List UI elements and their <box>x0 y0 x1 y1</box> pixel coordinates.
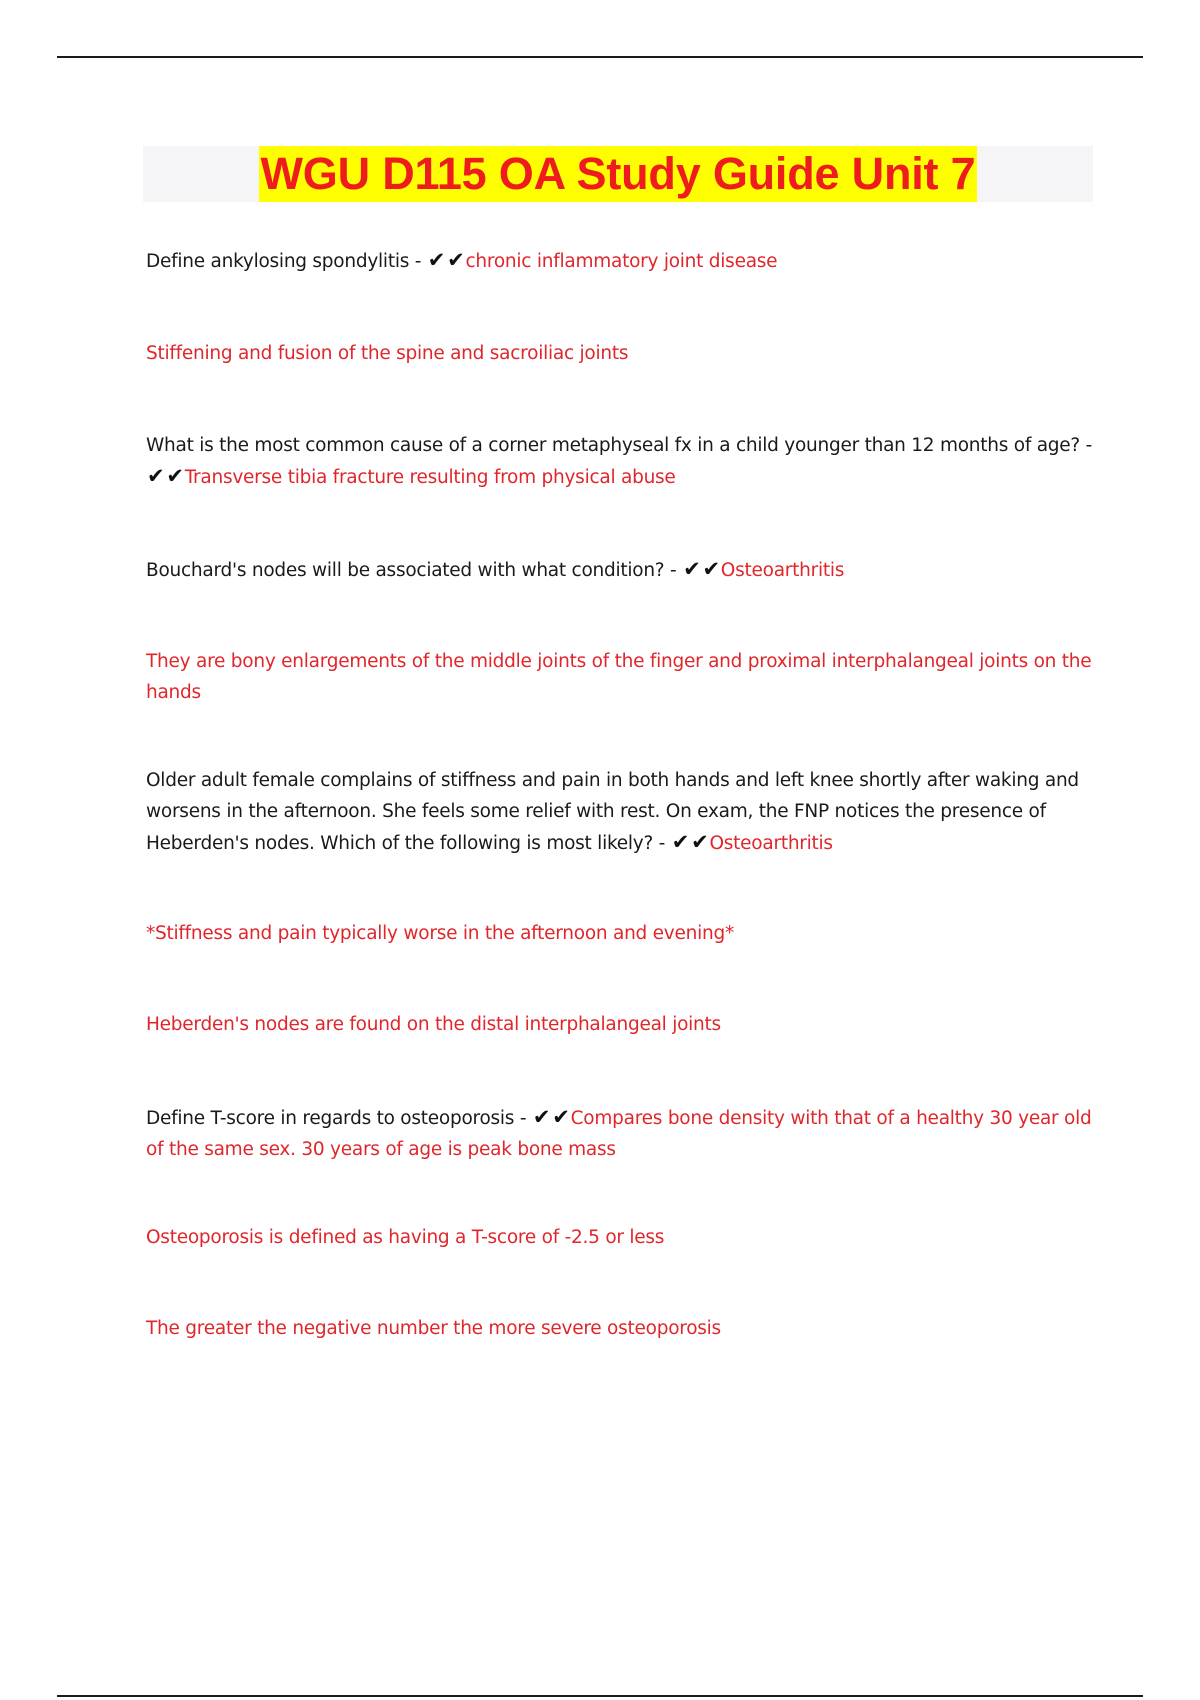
check-icon: ✔ <box>147 464 165 488</box>
note-heberdens-nodes <box>146 1009 1096 1040</box>
check-icon: ✔ <box>166 464 184 488</box>
check-icon: ✔ <box>691 830 709 854</box>
page-title: WGU D115 OA Study Guide Unit 7 <box>259 146 978 202</box>
note-stiffening-fusion <box>146 338 1096 369</box>
question-text: Bouchard's nodes will be associated with what condition? - <box>146 560 677 581</box>
note-text: The greater the negative number the more severe osteoporosis <box>146 1318 721 1339</box>
question-text: Define T-score in regards to osteoporosis - <box>146 1108 527 1129</box>
bottom-rule <box>57 1695 1143 1697</box>
answer-text: chronic inflammatory joint disease <box>465 251 778 272</box>
answer-text: Osteoarthritis <box>709 833 833 854</box>
note-text: They are bony enlargements of the middle joints of the finger and proximal interphalangeal joints on the hands <box>146 651 1092 703</box>
top-rule <box>57 56 1143 58</box>
note-text: *Stiffness and pain typically worse in the afternoon and evening* <box>146 923 734 944</box>
note-text: Stiffening and fusion of the spine and sacroiliac joints <box>146 343 629 364</box>
check-icon: ✔ <box>683 557 701 581</box>
question-text: Define ankylosing spondylitis - <box>146 251 422 272</box>
note-text: Heberden's nodes are found on the distal interphalangeal joints <box>146 1014 721 1035</box>
question-text: What is the most common cause of a corner metaphyseal fx in a child younger than 12 months of age? - <box>146 435 1093 456</box>
qa-entry-bouchards-nodes <box>146 554 1096 586</box>
qa-entry-older-adult-female <box>146 765 1096 859</box>
check-icon: ✔ <box>702 557 720 581</box>
note-osteoporosis-definition <box>146 1222 1096 1253</box>
check-icon: ✔ <box>427 248 446 272</box>
check-icon: ✔ <box>671 830 690 854</box>
question-text: Older adult female complains of stiffness and pain in both hands and left knee shortly after waking and worsens in the afternoon. She feels some relief with rest. On exam, the FNP notices the presence of Heberden's nodes. Which of the following is most likely? - <box>146 770 1079 854</box>
check-icon: ✔ <box>552 1105 570 1129</box>
qa-entry-t-score <box>146 1102 1096 1165</box>
check-icon: ✔ <box>447 248 465 272</box>
note-negative-number-severity <box>146 1313 1096 1344</box>
note-bony-enlargements <box>146 646 1096 708</box>
title-band <box>143 146 1093 202</box>
note-text: Osteoporosis is defined as having a T-score of -2.5 or less <box>146 1227 665 1248</box>
qa-entry-corner-metaphyseal-fx <box>146 430 1096 493</box>
answer-text: Transverse tibia fracture resulting from physical abuse <box>184 467 676 488</box>
qa-entry-ankylosing-spondylitis <box>146 245 1096 277</box>
answer-text: Osteoarthritis <box>720 560 845 581</box>
check-icon: ✔ <box>532 1105 551 1129</box>
answer-text: Compares bone density with that of a healthy 30 year old of the same sex. 30 years of age is peak bone mass <box>146 1108 1092 1160</box>
note-stiffness-afternoon <box>146 918 1096 949</box>
